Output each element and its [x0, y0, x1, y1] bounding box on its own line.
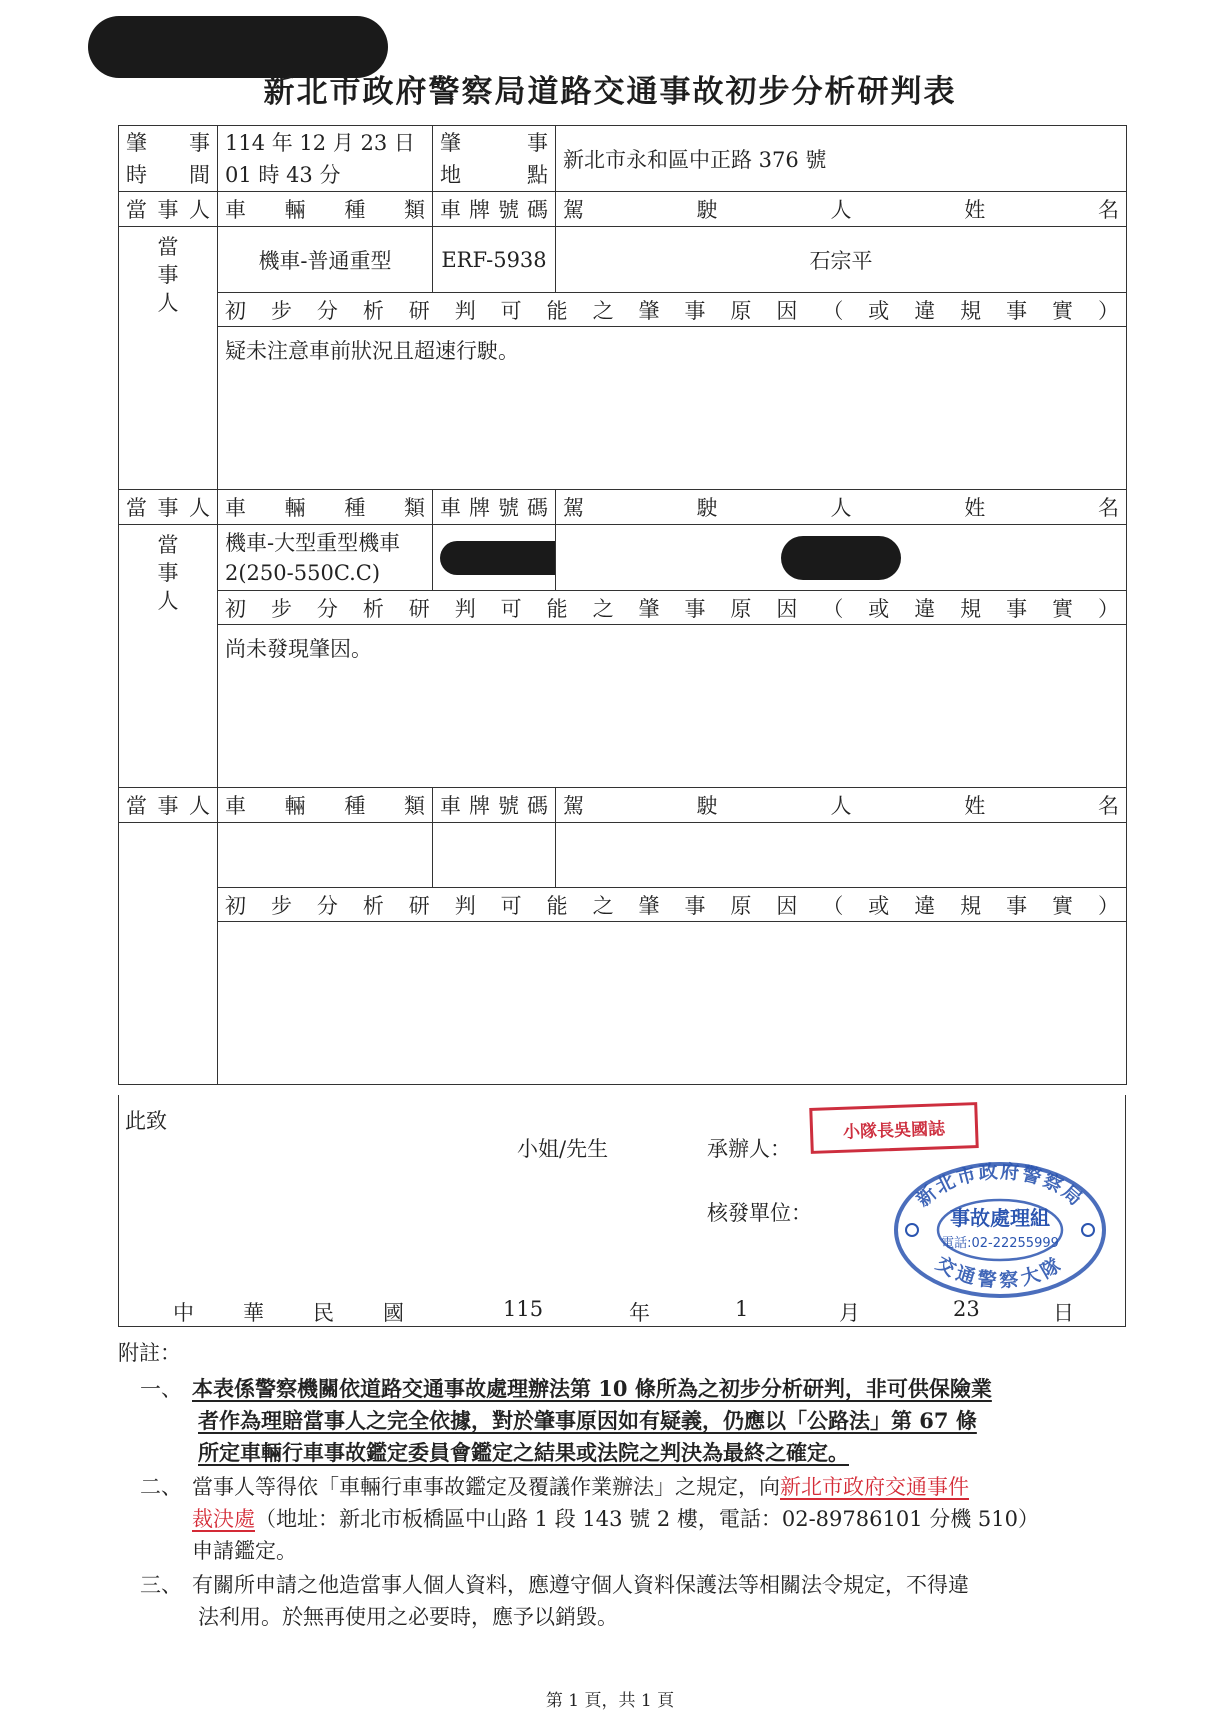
note-3-line-1: 有關所申請之他造當事人個人資料，應遵守個人資料保護法等相關法令規定，不得違 — [192, 1573, 969, 1597]
party-vertical-label: 當 事 人 — [119, 525, 218, 788]
party-2-plate — [433, 525, 556, 591]
party-label: 當事人 — [119, 192, 218, 227]
date-day: 23 — [953, 1297, 980, 1321]
party-2-vehicle-type: 機車-大型重型機車 2(250-550C.C) — [218, 525, 433, 591]
accident-date: 114 年 12 月 23 日 — [225, 130, 415, 155]
note-1-line-1: 本表係警察機關依道路交通事故處理辦法第 10 條所為之初步分析研判，非可供保險業 — [192, 1376, 992, 1401]
driver-name-header: 駕駛人姓名 — [556, 788, 1127, 823]
issue-date — [119, 1297, 1125, 1327]
plate-number-header: 車牌號碼 — [433, 192, 556, 227]
note-2-authority-link-cont: 裁決處 — [192, 1507, 255, 1531]
vehicle-type-header: 車輛種類 — [218, 490, 433, 525]
party-2-driver — [556, 525, 1127, 591]
party-2-cause: 尚未發現肇因。 — [218, 625, 1127, 788]
party-1-plate: ERF-5938 — [433, 227, 556, 293]
note-3-mark: 三、 — [140, 1573, 182, 1597]
accident-time-label: 肇 事 時 間 — [119, 126, 218, 192]
redaction-mark-driver — [781, 536, 901, 580]
svg-text:新北市政府警察局 — [912, 1160, 1088, 1212]
seal-bottom-text: 交通警察大隊 — [932, 1252, 1068, 1293]
date-year: 115 — [503, 1297, 544, 1321]
redaction-mark-plate — [440, 541, 556, 575]
accident-time: 01 時 43 分 — [225, 162, 341, 187]
date-prefix: 國 — [383, 1301, 404, 1325]
vehicle-type-header: 車輛種類 — [218, 192, 433, 227]
seal-top-text: 新北市政府警察局 — [912, 1160, 1088, 1212]
note-2-line-2: 裁決處（地址：新北市板橋區中山路 1 段 143 號 2 樓，電話：02-89786101 分機 510） — [192, 1507, 1039, 1531]
note-2-mark: 二、 — [140, 1475, 182, 1499]
party-1-cause: 疑未注意車前狀況且超速行駛。 — [218, 327, 1127, 490]
party-3-label-cell — [119, 823, 218, 1085]
note-3-line-2: 法利用。於無再使用之必要時，應予以銷毀。 — [198, 1605, 618, 1629]
party-1-vehicle-type: 機車-普通重型 — [218, 227, 433, 293]
notes-heading: 附註： — [118, 1341, 181, 1365]
party-1-driver: 石宗平 — [556, 227, 1127, 293]
party-3-cause — [218, 922, 1127, 1085]
note-2-line-1: 當事人等得依「車輛行車事故鑑定及覆議作業辦法」之規定，向新北市政府交通事件 — [192, 1475, 969, 1499]
vehicle-type-header: 車輛種類 — [218, 788, 433, 823]
party-label: 當事人 — [119, 490, 218, 525]
party-3-plate — [433, 823, 556, 888]
officer-label: 承辦人： — [707, 1137, 791, 1161]
note-1-line-2: 者作為理賠當事人之完全依據，對於肇事原因如有疑義，仍應以「公路法」第 67 條 — [198, 1408, 977, 1433]
driver-name-header: 駕駛人姓名 — [556, 192, 1127, 227]
accident-location: 新北市永和區中正路 376 號 — [556, 126, 1127, 192]
party-3-vehicle-type — [218, 823, 433, 888]
closing-to: 此致 — [125, 1109, 167, 1133]
officer-stamp: 小隊長吳國誌 — [809, 1102, 979, 1154]
date-prefix: 中 — [173, 1301, 194, 1325]
seal-center-text: 事故處理組 — [950, 1206, 1050, 1230]
salutation: 小姐/先生 — [517, 1137, 609, 1161]
note-2-line-3: 申請鑑定。 — [192, 1539, 297, 1563]
page-footer: 第 1 頁，共 1 頁 — [545, 1691, 675, 1711]
date-prefix: 華 — [243, 1301, 264, 1325]
accident-time-value — [218, 126, 433, 192]
date-day-unit: 日 — [1053, 1301, 1074, 1325]
party-1-cause-header: 初步分析研判可能之肇事原因（或違規事實） — [218, 293, 1127, 327]
driver-name-header: 駕駛人姓名 — [556, 490, 1127, 525]
accident-analysis-table — [118, 125, 1127, 1085]
document-title: 新北市政府警察局道路交通事故初步分析研判表 — [263, 74, 957, 110]
issuing-unit-label: 核發單位： — [707, 1201, 812, 1225]
note-1-mark: 一、 — [140, 1377, 182, 1401]
date-month-unit: 月 — [839, 1301, 860, 1325]
plate-number-header: 車牌號碼 — [433, 490, 556, 525]
accident-place-label: 肇 事 地 點 — [433, 126, 556, 192]
date-prefix: 民 — [313, 1301, 334, 1325]
seal-phone-text: 電話:02-22255999 — [941, 1236, 1059, 1251]
date-year-unit: 年 — [629, 1301, 650, 1325]
party-2-cause-header: 初步分析研判可能之肇事原因（或違規事實） — [218, 591, 1127, 625]
party-vertical-label: 當 事 人 — [119, 227, 218, 490]
plate-number-header: 車牌號碼 — [433, 788, 556, 823]
party-3-cause-header: 初步分析研判可能之肇事原因（或違規事實） — [218, 888, 1127, 922]
party-3-driver — [556, 823, 1127, 888]
svg-text:交通警察大隊 — [932, 1252, 1068, 1292]
note-2-authority-link: 新北市政府交通事件 — [780, 1475, 969, 1499]
party-label: 當事人 — [119, 788, 218, 823]
date-month: 1 — [735, 1297, 749, 1321]
note-1-line-3: 所定車輛行車事故鑑定委員會鑑定之結果或法院之判決為最終之確定。 — [198, 1440, 849, 1465]
unit-seal-stamp — [890, 1158, 1110, 1298]
